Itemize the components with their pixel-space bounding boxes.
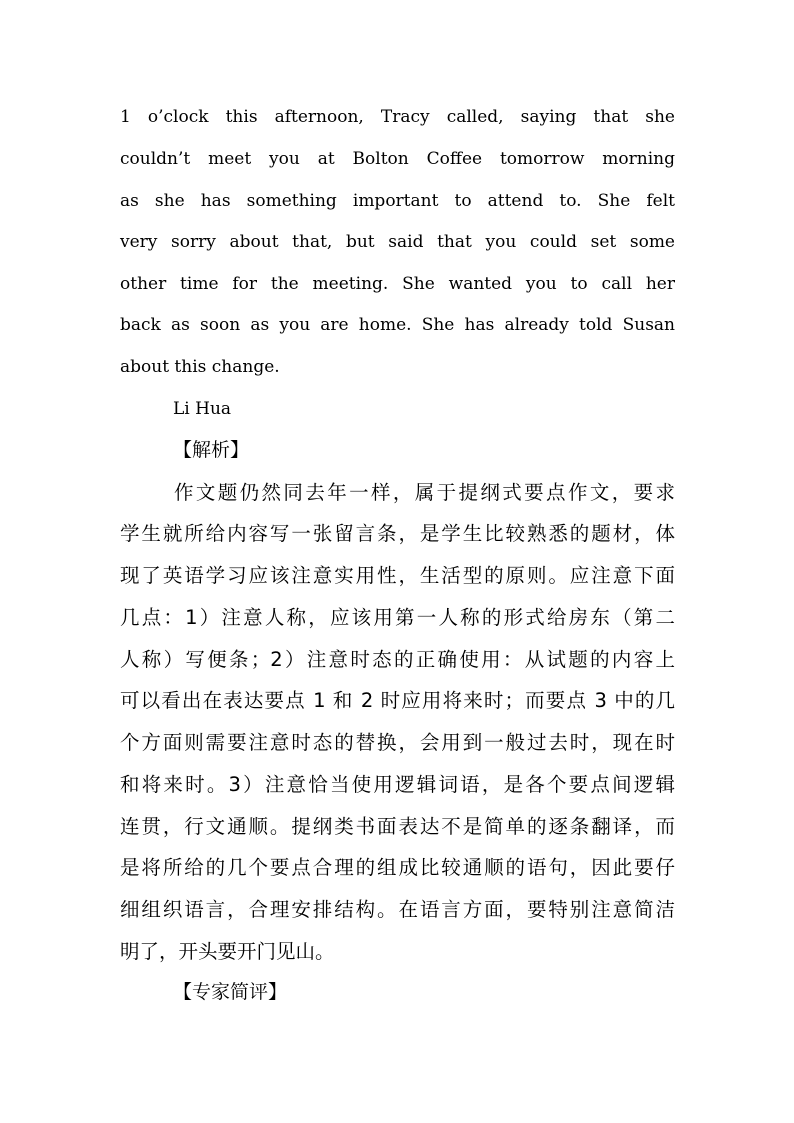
- expert-comment-heading: 【专家简评】: [173, 981, 288, 1003]
- analysis-line: 人称）写便条；2）注意时态的正确使用：从试题的内容上: [120, 648, 675, 671]
- letter-line: back as soon as you are home. She has already told Susan: [120, 315, 675, 335]
- letter-line: couldn’t meet you at Bolton Coffee tomorrow morning: [120, 149, 675, 169]
- analysis-line: 是将所给的几个要点合理的组成比较通顺的语句，因此要仔: [120, 856, 675, 879]
- analysis-line: 现了英语学习应该注意实用性，生活型的原则。应注意下面: [120, 564, 675, 587]
- analysis-line: 个方面则需要注意时态的替换，会用到一般过去时，现在时: [120, 731, 675, 754]
- letter-line: as she has something important to attend to. She felt: [120, 191, 675, 211]
- letter-line: 1 o’clock this afternoon, Tracy called, saying that she: [120, 107, 675, 127]
- analysis-line: 明了，开头要开门见山。: [120, 940, 335, 963]
- analysis-heading: 【解析】: [173, 439, 250, 461]
- analysis-line: 细组织语言，合理安排结构。在语言方面，要特别注意简洁: [120, 898, 675, 921]
- analysis-line: 可以看出在表达要点 1 和 2 时应用将来时；而要点 3 中的几: [120, 689, 675, 712]
- letter-signature: Li Hua: [173, 399, 232, 419]
- analysis-line: 连贯，行文通顺。提纲类书面表达不是简单的逐条翻译，而: [120, 815, 675, 838]
- letter-line: about this change.: [120, 357, 280, 377]
- analysis-line: 作文题仍然同去年一样，属于提纲式要点作文，要求: [174, 481, 675, 504]
- analysis-line: 几点：1）注意人称，应该用第一人称的形式给房东（第二: [120, 606, 675, 629]
- letter-line: other time for the meeting. She wanted you to call her: [120, 274, 675, 294]
- analysis-line: 和将来时。3）注意恰当使用逻辑词语，是各个要点间逻辑: [120, 773, 675, 796]
- letter-line: very sorry about that, but said that you could set some: [120, 232, 675, 252]
- analysis-line: 学生就所给内容写一张留言条，是学生比较熟悉的题材，体: [120, 522, 675, 545]
